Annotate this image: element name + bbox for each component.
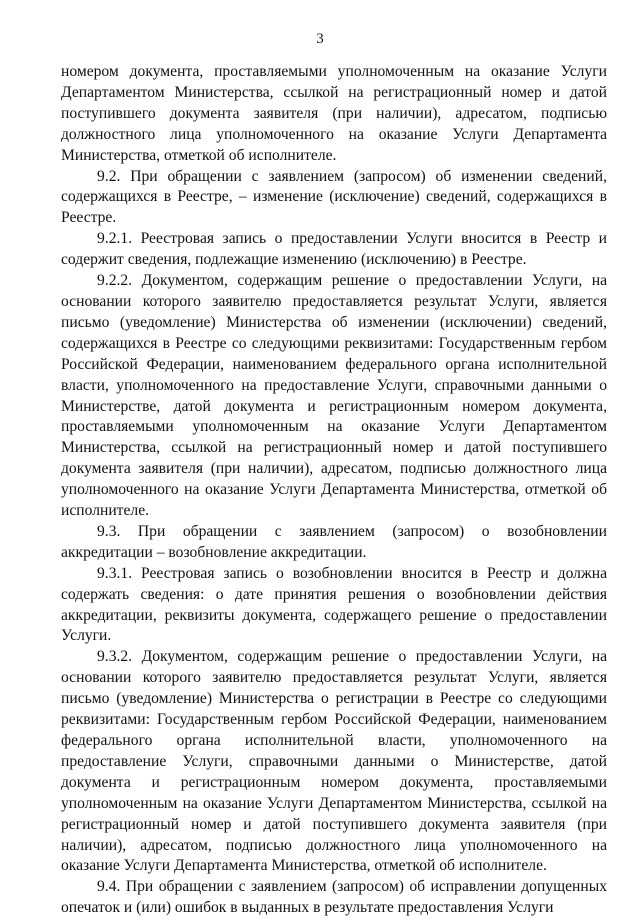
paragraph-9-2: 9.2. При обращении с заявлением (запросом) об изменении сведений, содержащихся в Реестре, – изменение (исключение) сведений, содержащихся в Реестре. [61,167,607,227]
paragraph-9-3: 9.3. При обращении с заявлением (запросом) о возобновлении аккредитации – возобновление аккредитации. [61,522,607,561]
paragraph-9-3-2: 9.3.2. Документом, содержащим решение о предоставлении Услуги, на основании которого заявителю предоставляется результат Услуги, является письмо (уведомление) Министерства о регистрации в Реестре со следующими реквизитами: Государственным гербом Российской Федерации, наименованием федерального органа исполнительной власти, уполномоченного на предоставление Услуги, справочными данными о Министерстве, датой документа и регистрационным номером документа, проставляемыми уполномоченным на оказание Услуги Департаментом Министерства, ссылкой на регистрационный номер и датой поступившего документа заявителя (при наличии), адресатом, подписью должностного лица уполномоченного на оказание Услуги Департамента Министерства, отметкой об исполнителе. [61,648,607,875]
document-body [61,62,607,919]
paragraph-9-4: 9.4. При обращении с заявлением (запросом) об исправлении допущенных опечаток и (или) ошибок в выданных в результате предоставления Услуги [61,878,607,917]
paragraph-9-2-1: 9.2.1. Реестровая запись о предоставлении Услуги вносится в Реестр и содержит сведения, подлежащие изменению (исключению) в Реестре. [61,230,607,269]
paragraph-9-3-1: 9.3.1. Реестровая запись о возобновлении вносится в Реестр и должна содержать сведения: о дате принятия решения о возобновлении действия аккредитации, реквизиты документа, содержащего решение о предоставлении Услуги. [61,564,607,645]
paragraph-continuation: номером документа, проставляемыми уполномоченным на оказание Услуги Департаментом Министерства, ссылкой на регистрационный номер и датой поступившего документа заявителя (при наличии), адресатом, подписью должностного лица уполномоченного на оказание Услуги Департамента Министерства, отметкой об исполнителе. [61,63,607,164]
page-number: 3 [316,31,324,47]
paragraph-9-2-2: 9.2.2. Документом, содержащим решение о предоставлении Услуги, на основании которого заявителю предоставляется результат Услуги, является письмо (уведомление) Министерства об изменении (исключении) сведений, содержащихся в Реестре со следующими реквизитами: Государственным гербом Российской Федерации, наименованием федерального органа исполнительной власти, уполномоченного на предоставление Услуги, справочными данными о Министерстве, датой документа и регистрационным номером документа, проставляемыми уполномоченным на оказание Услуги Департаментом Министерства, ссылкой на регистрационный номер и датой поступившего документа заявителя (при наличии), адресатом, подписью должностного лица уполномоченного на оказание Услуги Департамента Министерства, отметкой об исполнителе. [61,272,607,520]
